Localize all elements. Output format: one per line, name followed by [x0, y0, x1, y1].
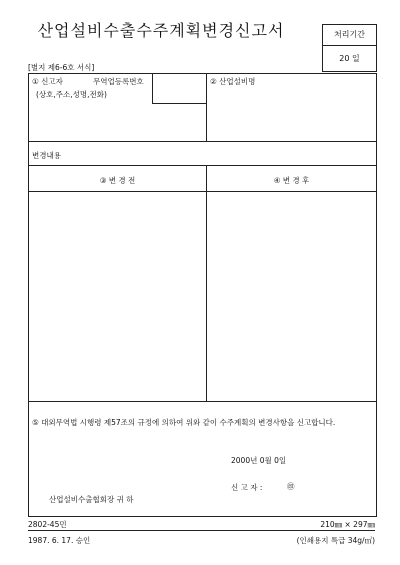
form-title: 산업설비수출수주계획변경신고서 [37, 21, 285, 40]
processing-period-value: 20 일 [339, 54, 360, 63]
form-number: [별지 제6-6호 서식] [28, 63, 95, 72]
declaration-text: ⑤ 대외무역법 시행령 제57조의 규정에 의하여 위와 같이 수주계획의 변경사항을 신고합니다. [32, 418, 336, 427]
doc-code: 2802-45민 [28, 520, 67, 529]
paper-size: 210㎜ × 297㎜ [320, 520, 375, 529]
after-label: ④ 변 경 후 [273, 176, 310, 185]
trade-registration-label: 무역업등록번호 [93, 77, 144, 86]
footer-rule [28, 530, 375, 531]
seal-mark: ㊞ [287, 482, 295, 491]
applicant-label: ① 신고자 [32, 77, 63, 86]
form-table [28, 73, 377, 517]
applicant-detail: (상호,주소,성명,전화) [36, 90, 107, 99]
declarant-label: 신 고 자 : [231, 483, 263, 492]
before-label: ③ 변 경 전 [99, 176, 136, 185]
rule-1 [29, 141, 376, 142]
processing-period-box [322, 24, 377, 72]
date-line: 2000년 0월 0일 [231, 456, 287, 465]
rule-3 [29, 191, 376, 192]
paper-spec: (인쇄용지 특급 34g/㎡) [296, 536, 375, 545]
divider-applicant [206, 74, 207, 141]
recipient: 산업설비수출협회장 귀 하 [49, 495, 134, 504]
change-content-label: 변경내용 [32, 151, 61, 160]
approval-date: 1987. 6. 17. 승인 [28, 536, 91, 545]
plant-name-label: ② 산업설비명 [210, 77, 256, 86]
regno-box-bottom [152, 103, 206, 104]
rule-4 [29, 401, 376, 402]
divider-regno [152, 74, 153, 103]
divider-before-after [206, 165, 207, 401]
processing-period-label: 처리기간 [323, 25, 376, 46]
rule-2 [29, 165, 376, 166]
